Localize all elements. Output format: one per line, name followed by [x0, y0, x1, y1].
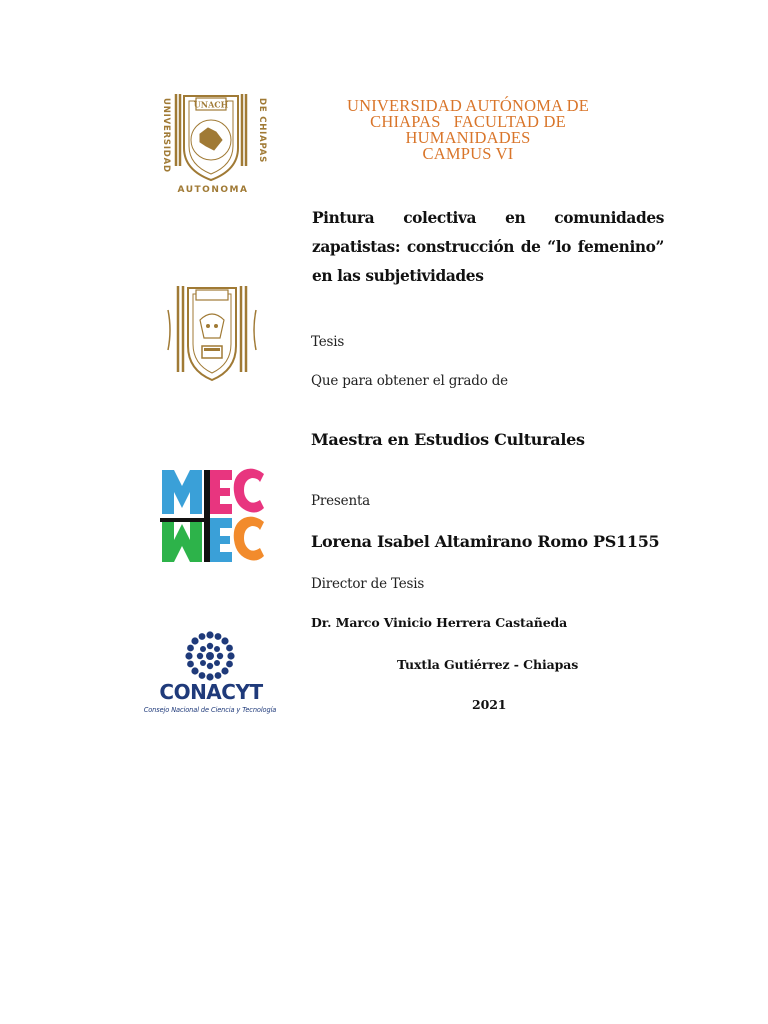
- unach-bottom-text: AUTONOMA: [177, 185, 249, 195]
- university-header: [318, 98, 618, 162]
- mec-logo: [160, 462, 268, 568]
- unach-left-text: UNIVERSIDAD: [161, 98, 171, 173]
- thesis-title: Pintura colectiva en comunidades zapatistas: construcción de “lo femenino” en las subjetividades: [312, 209, 664, 285]
- university-line-4: CAMPUS VI: [422, 144, 514, 163]
- tesis-label: Tesis: [311, 334, 345, 350]
- unach-logo: [152, 88, 270, 198]
- director-label: Director de Tesis: [311, 576, 425, 592]
- university-line-3: HUMANIDADES: [405, 128, 531, 147]
- university-line-2: CHIAPAS FACULTAD DE: [370, 112, 566, 131]
- grado-title: Maestra en Estudios Culturales: [311, 430, 585, 449]
- presenta-label: Presenta: [311, 493, 371, 509]
- faculty-logo: [158, 280, 266, 388]
- unach-right-text: DE CHIAPAS: [257, 98, 267, 164]
- conacyt-name: CONACYT: [159, 680, 263, 704]
- university-line-1: UNIVERSIDAD AUTÓNOMA DE: [346, 96, 589, 115]
- year: 2021: [472, 697, 507, 712]
- director-name: Dr. Marco Vinicio Herrera Castañeda: [311, 615, 568, 630]
- unach-badge-text: UNACH: [193, 99, 229, 110]
- location: Tuxtla Gutiérrez - Chiapas: [397, 657, 579, 672]
- grado-label: Que para obtener el grado de: [311, 373, 508, 389]
- author-name: Lorena Isabel Altamirano Romo PS1155: [311, 532, 660, 551]
- conacyt-logo: [134, 628, 286, 724]
- conacyt-subtitle: Consejo Nacional de Ciencia y Tecnología: [143, 706, 277, 714]
